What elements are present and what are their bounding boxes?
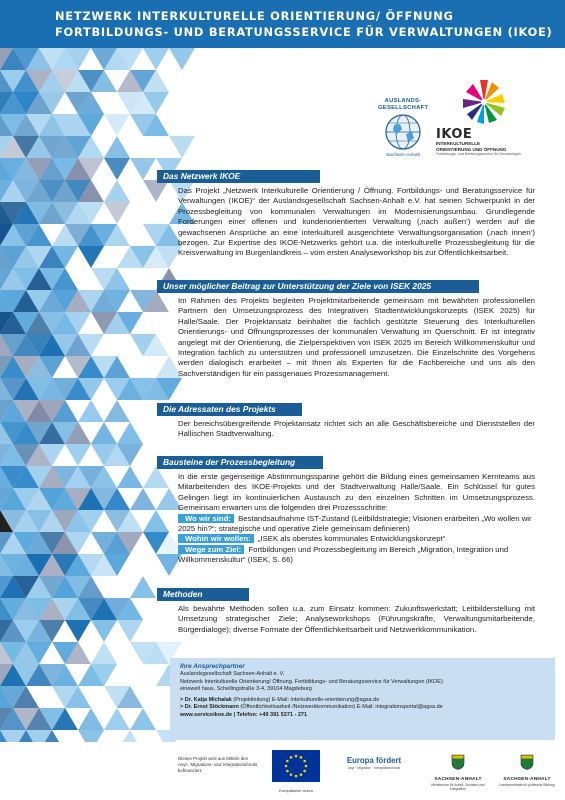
netzwerk-text: Das Projekt „Netzwerk Interkulturelle Orientierung / Öffnung. Fortbildungs- und Beratungsservice für Verwaltungen (IKOE)“ der Auslandsgesellschaft Sachsen-Anhalt e.V. hat seinen Schwerpunkt in der Prozessbegleitung von kommunalen Verwaltungen im Modernisierungsumbau. Grundlegende Forderungen einer offenen und kundenorientierten Verwaltung (‚nach außen‘) werden auf die gewachsenen Ansprüche an eine interkulturell ausgerichtete Verwaltungsorganisation (‚nach innen‘) bezogen. Zur Expertise des IKOE-Netzwerks gehört u.a. die interkulturelle Prozessbegleitung für die Kreisverwaltung im Burgenlandkreis – vom ersten Analyseworkshop bis zur Öffentlichkeitsarbeit. (178, 186, 535, 258)
europa-foerdert-title: Europa fördert (346, 756, 402, 765)
background-triangle (117, 422, 143, 444)
section-heading-methoden: Methoden (157, 588, 249, 601)
funding-note: Dieses Projekt wird aus Mitteln des Asyl-, Migrations- und Integrationsfonds kofinanziert. (178, 756, 258, 773)
ikoe-wordmark (436, 128, 554, 157)
process-step-2 (178, 534, 535, 544)
eu-star-icon (303, 770, 306, 773)
sa2-name: SACHSEN-ANHALT (503, 777, 551, 782)
section-heading-beitrag: Unser möglicher Beitrag zur Unterstützung der Ziele von ISEK 2025 (157, 280, 479, 293)
background-triangle (104, 136, 130, 158)
europa-foerdert-logo (332, 756, 416, 770)
section-heading-adressaten: Die Adressaten des Projekts (157, 403, 302, 416)
background-triangle (143, 180, 169, 202)
eu-star-icon (290, 756, 293, 759)
methoden-text: Als bewährte Methoden sollen u.a. zum Einsatz kommen: Zukunftswerkstatt; Leitbilderstellung mit Umsetzung strategischer Ziele; Analyseworkshops (Führungskräfte, Verwaltungsmitarbeitende, Bürgerdialoge); diverse Formate der Öffentlichkeitsarbeit und Netzwerkkommunikation. (178, 604, 535, 634)
sachsen-anhalt-logo-ministry (428, 754, 488, 791)
background-triangle (117, 466, 143, 488)
eu-star-icon (303, 760, 306, 763)
sa2-ministry: Landeszentrale für politische Bildung (499, 783, 555, 787)
background-triangle (117, 620, 143, 642)
coat-of-arms-icon (451, 754, 465, 770)
background-triangle (78, 400, 104, 422)
section-body-methoden (178, 604, 535, 635)
contact-project: Netzwerk Interkulturelle Orientierung/ Öffnung. Fortbildungs- und Beratungsservice für Verwaltungen (IKOE) (180, 678, 443, 685)
ikoe-logo (434, 76, 554, 168)
background-triangle (78, 246, 104, 268)
background-triangle (169, 136, 195, 158)
process-step-3 (178, 545, 535, 566)
section-body-beitrag (178, 296, 535, 379)
background-triangle (104, 400, 130, 422)
eu-star-icon (286, 760, 289, 763)
beitrag-text: Im Rahmen des Projekts begleiten Projektmitarbeitende gemeinsam mit bewährten professionellen Partnern den Umsetzungsprozess des Integrativen Stadtentwicklungskonzepts (ISEK 2025) für Halle/Saale. Der Projektansatz beinhaltet die fachlich gestützte Steuerung des Interkulturellen Orientierungs- und Öffnungsprozesses der kommunalen Verwaltung im Querschnitt. Er ist integrativ angelegt mit der Orientierung, die Zielperspektiven von ISEK 2025 im Bereich Willkommenskultur und Integration fachlich zu unterstützen und professionell umzusetzen. Die Einzelschritte des Vorgehens werden dialogisch erarbeitet – mit Ihnen als Experten für die Fachbereiche und uns als den Sachverständigen für ein passgenaues Prozessmanagement. (178, 296, 535, 378)
contact-person-2 (180, 704, 555, 711)
contact-org: Auslandsgesellschaft Sachsen-Anhalt e. V. (180, 671, 285, 678)
step-3-text: Fortbildungen und Prozessbegleitung im Bereich „Migration, Integration und Willkommenskultur“ (ISEK, S. 66) (178, 544, 509, 565)
ag-logo-title: AUSLANDS-GESELLSCHAFT (378, 98, 429, 111)
section-body-adressaten (178, 419, 535, 440)
contact-title: Ihre Ansprechpartner (180, 663, 245, 670)
bausteine-intro: In die erste gegenseitige Abstimmungsspanne gehört die Bildung eines gemeinsamen Kernteams aus Mitarbeitenden des IKOE-Projekts und der Stadtverwaltung Halle/Saale. Ein Schlüssel für gutes Gelingen liegt im kontinuierlichen Austausch zu den einzelnen Schritten im Umsetzungsprozess. Gemeinsam erwarten uns die folgenden drei Prozessschritte: (178, 472, 535, 513)
title-line-1: NETZWERK INTERKULTURELLE ORIENTIERUNG/ ÖFFNUNG (55, 9, 454, 23)
contact-person-1-name: Dr. Katja Michalak (184, 697, 232, 704)
footer (0, 742, 565, 800)
background-triangle (65, 620, 91, 642)
sachsen-anhalt-logo-lpb (497, 754, 557, 787)
eu-label: Europäische Union (279, 788, 313, 793)
eu-star-icon (285, 765, 288, 768)
eu-flag-icon (272, 750, 320, 782)
page-header (0, 0, 565, 48)
background-triangle (65, 444, 91, 466)
coat-of-arms-icon (520, 754, 534, 770)
background-triangle (143, 48, 169, 70)
step-1-label: Wo wir sind: (178, 514, 234, 523)
ikoe-flower-icon (454, 76, 514, 128)
background-triangle (143, 466, 169, 488)
contact-person-1-prefix: > (180, 697, 185, 704)
step-2-text: „ISEK als oberstes kommunales Entwicklungskonzept“ (255, 534, 446, 544)
ikoe-tagline: Fortbildungs- und Beratungsservice für Verwaltungen (436, 152, 521, 157)
eu-star-icon (286, 770, 289, 773)
background-triangle (91, 422, 117, 444)
eu-logo (272, 750, 320, 793)
eu-star-icon (290, 773, 293, 776)
background-triangle (104, 180, 130, 202)
ikoe-line-1: INTERKULTURELLE (436, 141, 481, 146)
background-triangle (104, 708, 130, 730)
contact-person-1-details[interactable]: (Projektleitung) E-Mail: interkulturelle-orientierung@agsa.de (231, 697, 380, 704)
page-title (55, 9, 555, 40)
background-triangle (169, 48, 195, 70)
sa1-ministry: Ministerium für Arbeit, Soziales und Integration (431, 783, 485, 792)
section-body-bausteine (178, 472, 535, 566)
eu-star-icon (295, 755, 298, 758)
contact-box (170, 658, 555, 740)
background-triangle (91, 642, 117, 664)
contact-person-2-prefix: > (180, 704, 185, 711)
auslandsgesellschaft-logo (378, 98, 428, 160)
sa1-name: SACHSEN-ANHALT (434, 777, 482, 782)
background-triangle (130, 576, 156, 598)
europa-foerdert-fund: Asyl · Migration · Integrationsfonds (347, 766, 401, 770)
ag-logo-subtitle: Sachsen-Anhalt (386, 153, 420, 158)
adressaten-text: Der bereichsübergreifende Projektansatz richtet sich an alle Geschäftsbereiche und Dienststellen der Hallischen Stadtverwaltung. (178, 419, 535, 439)
background-triangle (130, 158, 156, 180)
eu-star-icon (305, 765, 308, 768)
eu-star-icon (300, 756, 303, 759)
section-body-netzwerk (178, 186, 535, 259)
contact-person-2-details[interactable]: (Öffentlichkeitsarbeit /Netzwerkkommunikation) E-Mail: integrationsportal@agsa.de (238, 704, 443, 711)
contact-person-2-name: Dr. Ernst Stöckmann (184, 704, 239, 711)
background-triangle (130, 488, 156, 510)
background-triangle (143, 510, 169, 532)
background-triangle (91, 620, 117, 642)
ikoe-line-2: ORIENTIERUNG UND ÖFFNUNG (436, 146, 507, 152)
background-triangle (104, 114, 130, 136)
background-triangle (104, 158, 130, 180)
eu-star-icon (295, 775, 298, 778)
step-2-label: Wohin wir wollen: (178, 534, 254, 543)
globe-icon (378, 112, 428, 152)
section-heading-bausteine: Bausteine der Prozessbegleitung (157, 456, 323, 469)
ikoe-acronym: IKOE (436, 127, 473, 142)
contact-address: einewelt haus, Schellingstraße 3-4, 39104 Magdeburg (180, 685, 312, 692)
step-3-label: Wege zum Ziel: (178, 545, 244, 554)
section-heading-netzwerk: Das Netzwerk IKOE (157, 170, 320, 183)
eu-star-icon (300, 773, 303, 776)
background-triangle (104, 202, 130, 224)
contact-web-phone[interactable]: www.serviceikoe.de | Telefon: +49 391 5371 - 271 (180, 711, 308, 718)
title-line-2: FORTBILDUNGS- UND BERATUNGSSERVICE FÜR VERWALTUNGEN (IKOE) (55, 24, 553, 39)
step-1-text: Bestandsaufnahme IST-Zustand (Leitbildstrategie; Visionen erarbeiten „Wo wollen wir 2025 hin?“; strategische und operative Ziele gemeinsam definieren) (178, 513, 532, 534)
background-triangle (130, 708, 156, 730)
background-triangle (78, 708, 104, 730)
process-step-1 (178, 514, 535, 535)
